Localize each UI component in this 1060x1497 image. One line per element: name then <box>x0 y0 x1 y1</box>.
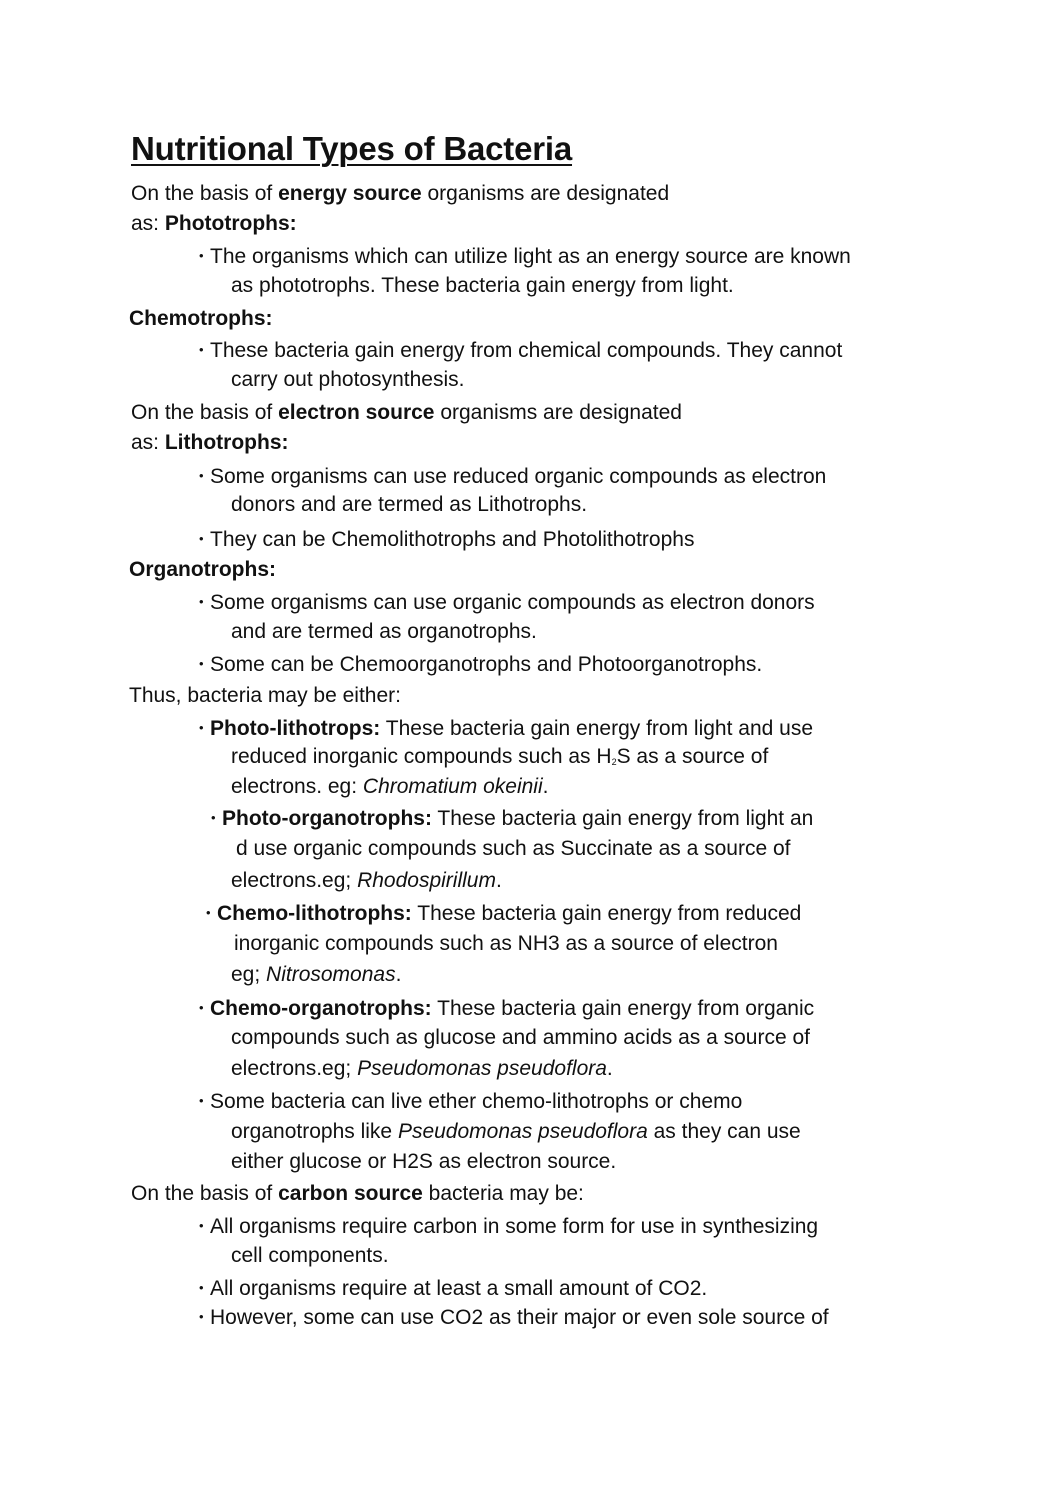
lithotrophs-heading-line <box>131 428 289 458</box>
section-heading: Lithotrophs: <box>164 431 289 454</box>
text: eg; <box>231 963 267 986</box>
text: On the basis of <box>131 1182 279 1205</box>
text: . <box>395 963 402 986</box>
phototrophs-heading-line <box>131 209 297 239</box>
text: electrons. eg: <box>231 775 363 798</box>
list-item-continuation <box>231 866 502 896</box>
bullet-icon: • <box>199 531 204 546</box>
text: electrons.eg; <box>231 869 358 892</box>
list-item-continuation: d use organic compounds such as Succinate as a source of <box>236 837 791 860</box>
text: These bacteria gain energy from light and use <box>380 717 814 740</box>
text: S as a source of <box>616 745 769 768</box>
species-name: Pseudomonas pseudoflora <box>357 1057 607 1080</box>
list-item-continuation: and are termed as organotrophs. <box>231 620 537 643</box>
species-name: Nitrosomonas <box>266 963 396 986</box>
bullet-icon: • <box>199 1309 204 1324</box>
text: organisms are designated <box>434 401 682 424</box>
list-item <box>199 649 762 680</box>
bullet-icon: • <box>199 1218 204 1233</box>
text: They can be Chemolithotrophs and Photolithotrophs <box>210 528 695 551</box>
bullet-icon: • <box>199 468 204 483</box>
list-item-continuation: donors and are termed as Lithotrophs. <box>231 493 588 516</box>
species-name: Chromatium okeinii <box>362 775 543 798</box>
subscript: 2 <box>611 757 617 767</box>
bullet-icon: • <box>199 248 204 263</box>
text: Some organisms can use reduced organic compounds as electron <box>210 465 827 488</box>
bullet-icon: • <box>199 1280 204 1295</box>
list-item-continuation: either glucose or H2S as electron source. <box>231 1150 617 1173</box>
text: as: <box>131 431 165 454</box>
species-name: Rhodospirillum <box>357 869 496 892</box>
list-item <box>199 713 813 744</box>
list-item <box>199 1273 707 1304</box>
species-name: Pseudomonas pseudoflora <box>397 1120 648 1143</box>
text: The organisms which can utilize light as an energy source are known <box>210 245 851 268</box>
bullet-icon: • <box>206 905 211 920</box>
list-item <box>211 803 813 834</box>
text: These bacteria gain energy from organic <box>431 997 815 1020</box>
text: as: <box>131 212 165 235</box>
text: These bacteria gain energy from chemical compounds. They cannot <box>210 339 843 362</box>
list-item-continuation: carry out photosynthesis. <box>231 368 465 391</box>
text: electrons.eg; <box>231 1057 358 1080</box>
list-item-continuation: cell components. <box>231 1244 389 1267</box>
list-item <box>199 993 814 1024</box>
list-item-continuation <box>231 1054 613 1084</box>
list-item-continuation: inorganic compounds such as NH3 as a source of electron <box>234 932 778 955</box>
text: bacteria may be: <box>422 1182 584 1205</box>
text: Some bacteria can live ether chemo-lithotrophs or chemo <box>210 1090 743 1113</box>
bold-text: energy source <box>278 182 422 205</box>
bullet-icon: • <box>199 1000 204 1015</box>
list-item <box>199 587 815 618</box>
text: Some can be Chemoorganotrophs and Photoorganotrophs. <box>210 653 763 676</box>
text: These bacteria gain energy from reduced <box>411 902 802 925</box>
bullet-icon: • <box>199 720 204 735</box>
list-item <box>206 898 801 929</box>
list-item <box>199 241 851 272</box>
list-item <box>199 524 694 555</box>
text: On the basis of <box>131 401 279 424</box>
bold-text: carbon source <box>278 1182 423 1205</box>
bullet-icon: • <box>199 594 204 609</box>
list-item-continuation <box>231 772 548 802</box>
term: Chemo-organotrophs: <box>210 997 432 1020</box>
bullet-icon: • <box>199 1093 204 1108</box>
page-title: Nutritional Types of Bacteria <box>131 130 573 167</box>
list-item-continuation <box>231 960 401 990</box>
types-intro: Thus, bacteria may be either: <box>129 684 401 707</box>
list-item-continuation: as phototrophs. These bacteria gain energy from light. <box>231 274 734 297</box>
text: These bacteria gain energy from light an <box>431 807 814 830</box>
section-heading: Organotrophs: <box>129 558 276 581</box>
term: Photo-organotrophs: <box>222 807 432 830</box>
bullet-icon: • <box>199 342 204 357</box>
list-item <box>199 1211 818 1242</box>
list-item <box>199 1086 742 1117</box>
text: . <box>606 1057 613 1080</box>
bullet-icon: • <box>211 810 216 825</box>
bold-text: electron source <box>278 401 435 424</box>
electron-intro <box>131 398 682 428</box>
text: organisms are designated <box>421 182 670 205</box>
text: organotrophs like <box>231 1120 398 1143</box>
list-item-continuation: compounds such as glucose and ammino acids as a source of <box>231 1026 810 1049</box>
term: Chemo-lithotrophs: <box>217 902 412 925</box>
list-item <box>199 461 826 492</box>
text: . <box>542 775 549 798</box>
term: Photo-lithotrops: <box>210 717 381 740</box>
text: . <box>495 869 502 892</box>
energy-intro <box>131 179 669 209</box>
list-item <box>199 1302 829 1333</box>
text: reduced inorganic compounds such as H <box>231 745 612 768</box>
text: Some organisms can use organic compounds as electron donors <box>210 591 815 614</box>
text: On the basis of <box>131 182 279 205</box>
section-heading: Phototrophs: <box>164 212 297 235</box>
bullet-icon: • <box>199 656 204 671</box>
list-item <box>199 335 842 366</box>
carbon-intro <box>131 1179 584 1209</box>
text: All organisms require at least a small amount of CO2. <box>210 1277 708 1300</box>
text: All organisms require carbon in some form for use in synthesizing <box>210 1215 819 1238</box>
text: as they can use <box>647 1120 801 1143</box>
section-heading: Chemotrophs: <box>129 307 273 330</box>
list-item-continuation <box>231 1117 801 1147</box>
text: However, some can use CO2 as their major or even sole source of <box>210 1306 829 1329</box>
